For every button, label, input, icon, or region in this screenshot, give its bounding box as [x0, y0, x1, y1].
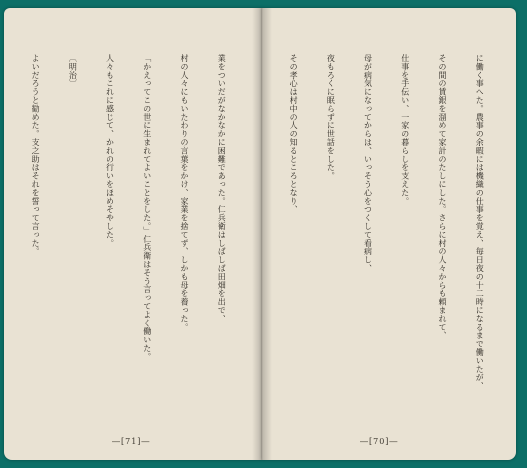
- right-page-text: [272, 54, 510, 404]
- paragraph: 人々もこれに感じて、かれの行いをほめそやした。: [105, 54, 115, 248]
- paragraph: に働く事へた。農事の余暇には機織の仕事を覚え、毎日夜の十二時になるまで働いたが、: [475, 54, 485, 390]
- page-number: ―[70]―: [360, 437, 399, 446]
- paragraph: 母が病気になってからは、いっそう心をつくして看病し、: [363, 54, 373, 273]
- paragraph: よいだろうと勧めた。支之助はそれを誓って言った。: [31, 54, 41, 256]
- left-page-text: [20, 54, 252, 404]
- book-gutter: [252, 8, 272, 460]
- right-page: [262, 8, 516, 460]
- paragraph: その孝心は村中の人の知るところとなり、: [289, 54, 299, 214]
- paragraph: 村の人々にもいたわりの言葉をかけ、家業を捨てず、しかも母を養った。: [179, 54, 189, 332]
- paragraph: 仕事を手伝い、一家の暮らしを支えた。: [400, 54, 410, 206]
- paragraph: 「かえってこの世に生まれてよいことをした。」仁兵衛はそう言ってよく働いた。: [142, 54, 152, 361]
- paragraph: 〔明治〕: [68, 54, 78, 88]
- left-page: [4, 8, 262, 460]
- paragraph: その間の賃銀を溜めて家計のたしにした。さらに村の人々からも頼まれて、: [437, 54, 447, 340]
- paragraph: 業をついだがなかなかに困難であった。仁兵衛はしばしば田畑を出で、: [217, 54, 227, 323]
- paragraph: 夜もろくに眠らずに世話をした。: [326, 54, 336, 180]
- page-number: ―[71]―: [112, 437, 151, 446]
